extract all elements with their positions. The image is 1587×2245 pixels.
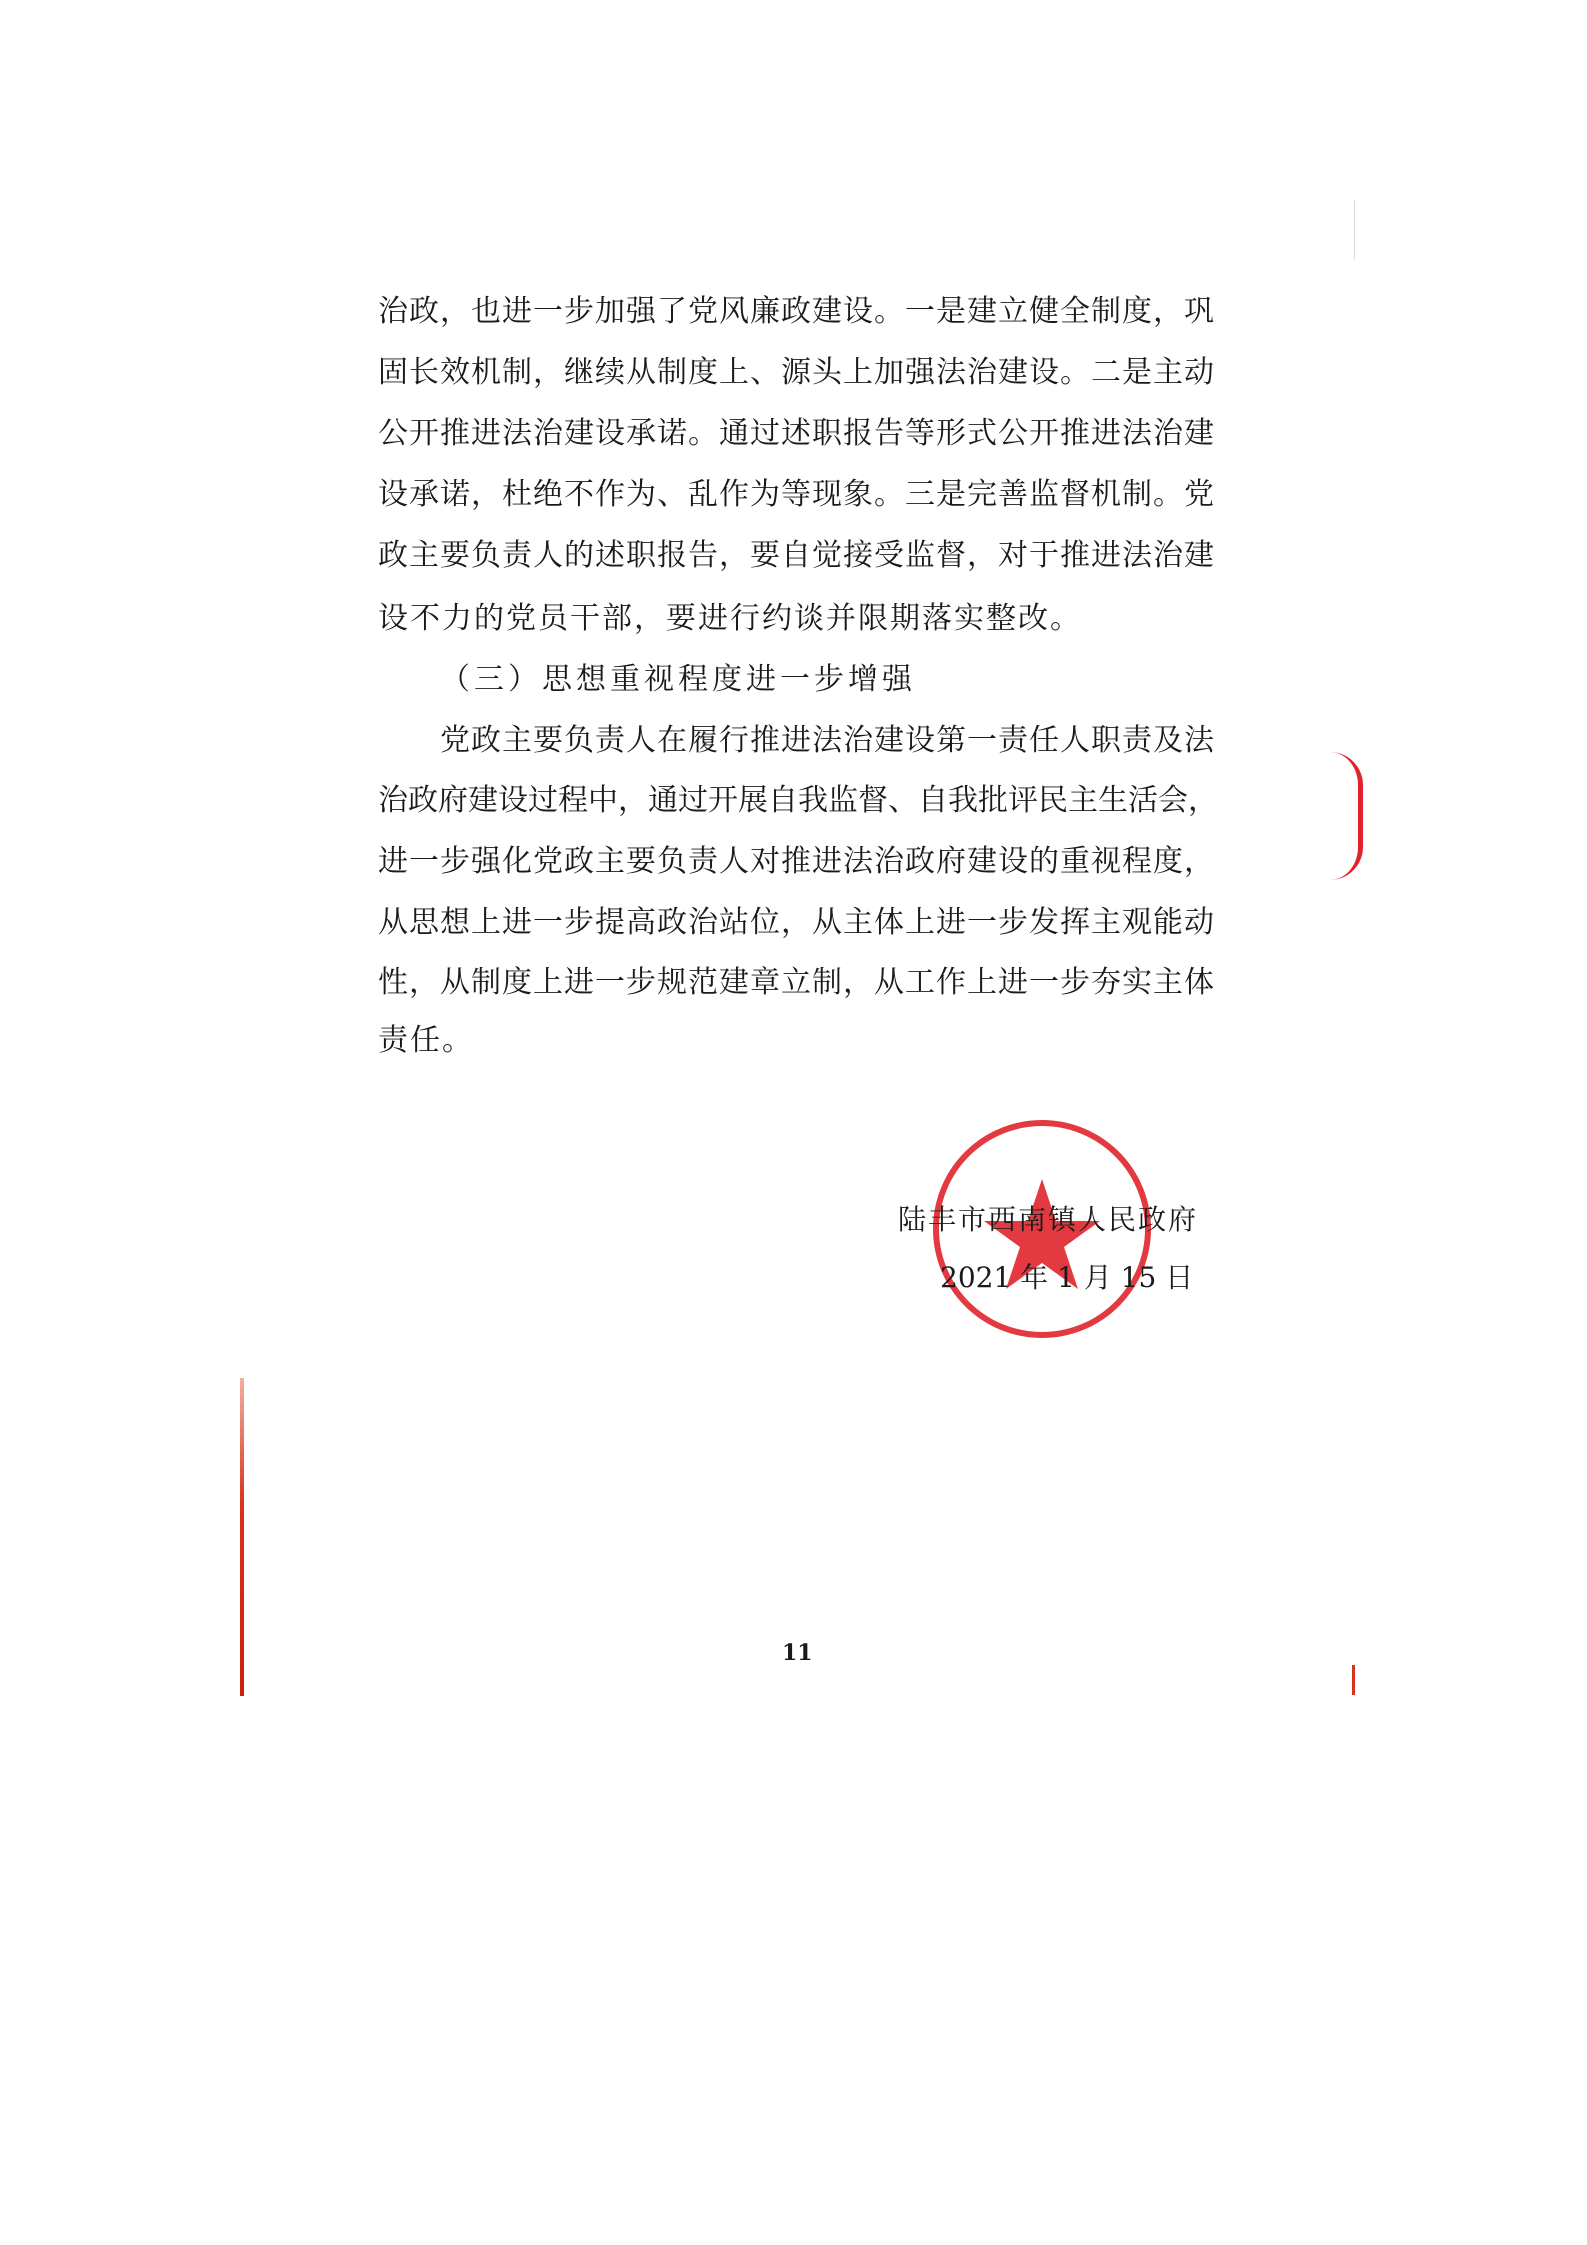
body-text-line: 政主要负责人的述职报告，要自觉接受监督，对于推进法治建 [378, 538, 1214, 573]
body-text-line: 治政，也进一步加强了党风廉政建设。一是建立健全制度，巩 [378, 294, 1214, 329]
body-text-line: 治政府建设过程中，通过开展自我监督、自我批评民主生活会， [378, 783, 1218, 818]
signature-organization: 陆丰市西南镇人民政府 [898, 1203, 1199, 1236]
stamp-edge-fragment [1330, 752, 1363, 880]
body-text-line: 从思想上进一步提高政治站位，从主体上进一步发挥主观能动 [378, 905, 1214, 940]
right-edge-mark [1352, 1665, 1355, 1695]
body-text-line: 进一步强化党政主要负责人对推进法治政府建设的重视程度， [378, 844, 1214, 879]
left-edge-mark [240, 1378, 244, 1696]
scan-edge-line [1354, 200, 1355, 260]
body-text-line: 党政主要负责人在履行推进法治建设第一责任人职责及法 [440, 723, 1214, 758]
body-text-line: 公开推进法治建设承诺。通过述职报告等形式公开推进法治建 [378, 416, 1214, 451]
section-heading: （三）思想重视程度进一步增强 [440, 662, 916, 697]
body-text-line: 性，从制度上进一步规范建章立制，从工作上进一步夯实主体 [378, 965, 1214, 1000]
signature-date: 2021 年 1 月 15 日 [940, 1261, 1194, 1294]
body-text-line: 设承诺，杜绝不作为、乱作为等现象。三是完善监督机制。党 [378, 477, 1214, 512]
body-text-line: 设不力的党员干部，要进行约谈并限期落实整改。 [378, 601, 1082, 636]
page-number: 11 [782, 1640, 813, 1666]
body-text-line: 固长效机制，继续从制度上、源头上加强法治建设。二是主动 [378, 355, 1214, 390]
body-text-line: 责任。 [378, 1023, 474, 1058]
